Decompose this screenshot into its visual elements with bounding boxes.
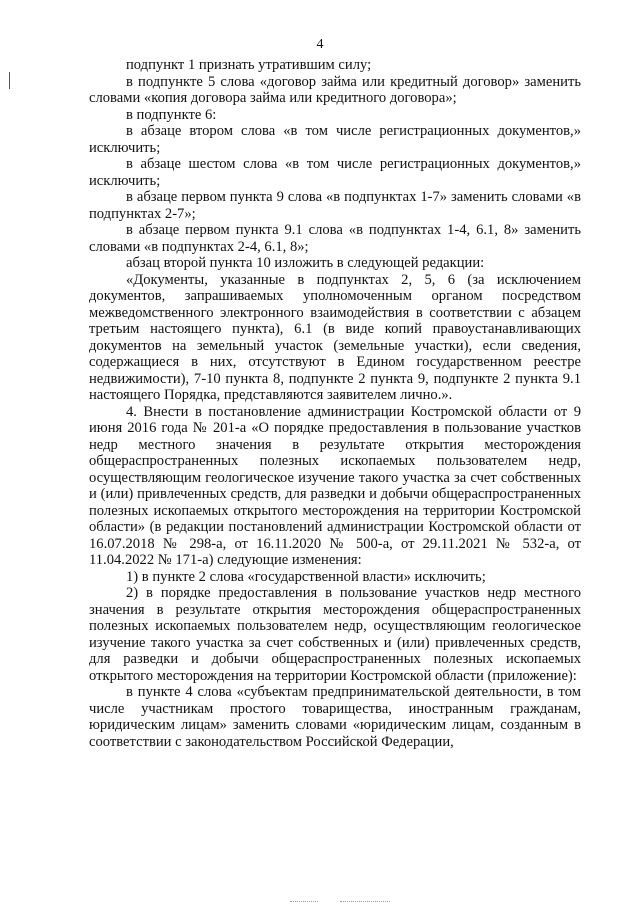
paragraph-12: 2) в порядке предоставления в пользование участков недр местного значения в результате открытия месторождения общераспространенных полезных ископаемых пользователем недр, осуществляющим геологическое изучение такого участка за счет собственных и (или) привлеченных средств, для разведки и добычи общераспространенных полезных ископаемых открытого месторождения на территории Костромской области (приложение): <box>89 585 581 684</box>
document-body <box>89 57 581 750</box>
margin-mark <box>9 72 10 89</box>
paragraph-13: в пункте 4 слова «субъектам предпринимательской деятельности, в том числе участникам простого товарищества, иностранным гражданам, юридическим лицам» заменить словами «юридическим лицам, созданным в соответствии с законодательством Российской Федерации, <box>89 684 581 750</box>
paragraph-1: подпункт 1 признать утратившим силу; <box>126 57 372 73</box>
paragraph-5: в абзаце шестом слова «в том числе регистрационных документов,» исключить; <box>89 156 581 189</box>
footer-mark-left <box>290 901 318 902</box>
paragraph-4: в абзаце втором слова «в том числе регистрационных документов,» исключить; <box>89 123 581 156</box>
paragraph-3: в подпункте 6: <box>126 106 217 123</box>
paragraph-10: 4. Внести в постановление администрации Костромской области от 9 июня 2016 года № 201-а «О порядке предоставления в пользование участков недр местного значения в результате открытия месторождения общераспространенных полезных ископаемых пользователем недр, осуществляющим геологическое изучение такого участка за счет собственных и (или) привлеченных средств, для разведки и добычи общераспространенных полезных ископаемых открытого месторождения на территории Костромской области» (в редакции постановлений администрации Костромской области от 16.07.2018 № 298-а, от 16.11.2020 № 500-а, от 29.11.2021 № 532-а, от 11.04.2022 № 171-а) следующие изменения: <box>89 403 581 568</box>
paragraph-6: в абзаце первом пункта 9 слова «в подпунктах 1-7» заменить словами «в подпунктах 2-7»; <box>89 189 581 222</box>
paragraph-11: 1) в пункте 2 слова «государственной власти» исключить; <box>126 568 486 585</box>
paragraph-9: «Документы, указанные в подпунктах 2, 5, 6 (за исключением документов, запрашиваемых уполномоченным органом посредством межведомственного электронного взаимодействия в соответствии с абзацем третьим настоящего пункта), 6.1 (в виде копий правоустанавливающих документов на земельный участок (земельные участки), если сведения, содержащиеся в них, отсутствуют в Едином государственном реестре недвижимости), 7-10 пункта 8, подпункте 2 пункта 9, подпункте 2 пункта 9.1 настоящего Порядка, представляются заявителем лично.». <box>89 271 581 403</box>
paragraph-2: в подпункте 5 слова «договор займа или кредитный договор» заменить словами «копия договора займа или кредитного договора»; <box>89 73 581 106</box>
paragraph-8: абзац второй пункта 10 изложить в следующей редакции: <box>126 255 485 271</box>
page-number: 4 <box>316 37 324 52</box>
footer-mark-right <box>340 901 390 902</box>
paragraph-7: в абзаце первом пункта 9.1 слова «в подпунктах 1-4, 6.1, 8» заменить словами «в подпунктах 2-4, 6.1, 8»; <box>89 222 581 255</box>
